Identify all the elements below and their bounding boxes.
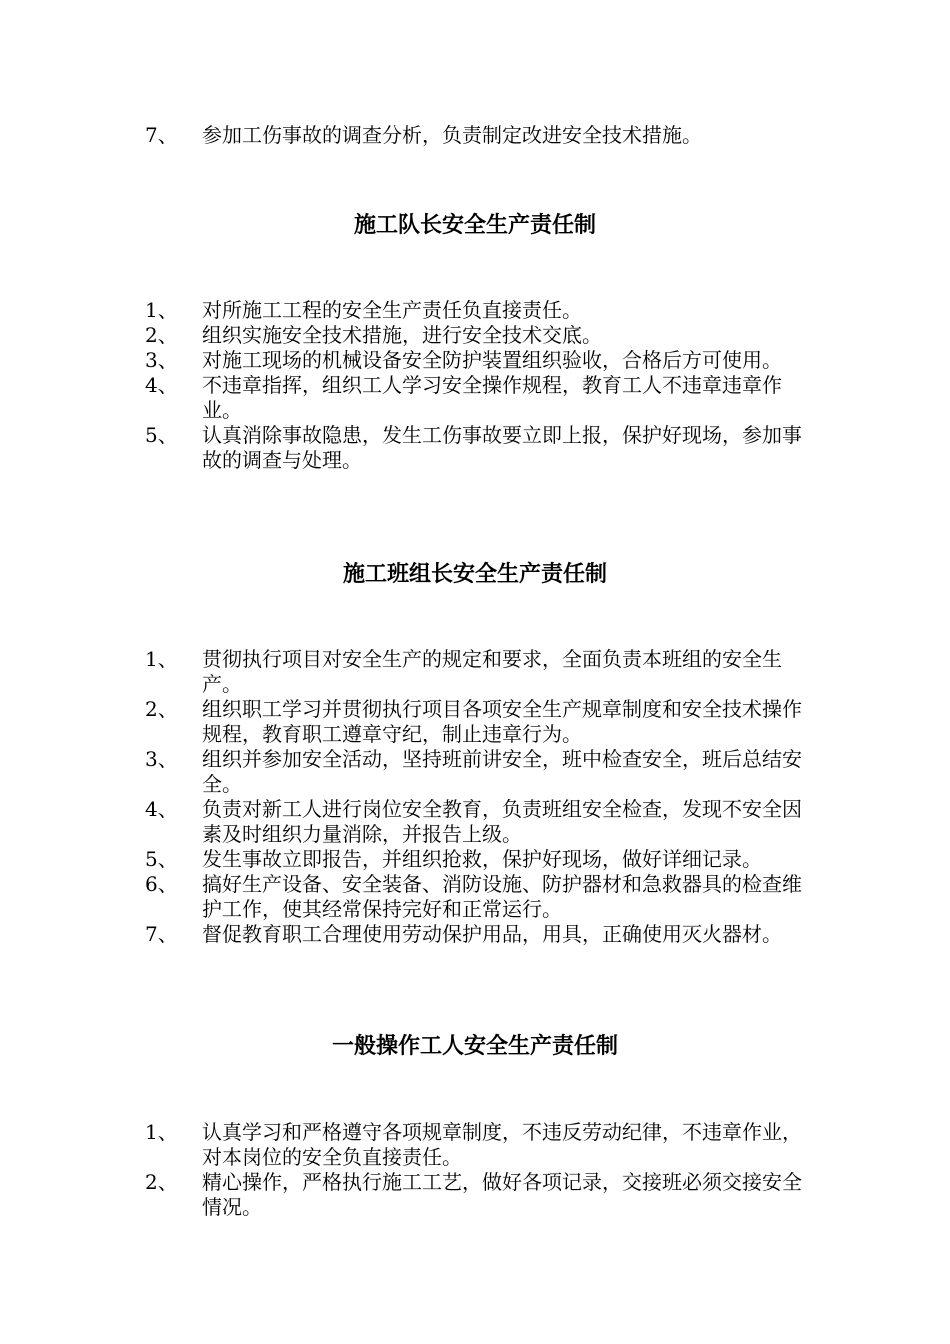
item-text: 贯彻执行项目对安全生产的规定和要求，全面负责本班组的安全生产。 [202, 647, 782, 696]
list-item [0, 348, 810, 373]
list-item [0, 697, 810, 747]
item-number: 5、 [145, 423, 178, 447]
list-item [0, 922, 810, 947]
list-item [0, 298, 810, 323]
item-text: 督促教育职工合理使用劳动保护用品，用具，正确使用灭火器材。 [202, 922, 782, 946]
list-item [0, 423, 810, 473]
item-text: 组织并参加安全活动，坚持班前讲安全，班中检查安全，班后总结安全。 [202, 747, 802, 796]
item-number: 1、 [145, 298, 178, 322]
item-text: 负责对新工人进行岗位安全教育，负责班组安全检查，发现不安全因素及时组织力量消除，并报告上级。 [202, 797, 802, 846]
list-item [0, 747, 810, 797]
item-text: 搞好生产设备、安全装备、消防设施、防护器材和急救器具的检查维护工作，使其经常保持完好和正常运行。 [202, 872, 802, 921]
section-title: 施工队长安全生产责任制 [353, 212, 596, 238]
item-number: 7、 [145, 123, 178, 147]
list-item [0, 872, 810, 922]
list-item [0, 1120, 810, 1170]
section-title: 施工班组长安全生产责任制 [342, 561, 607, 587]
list-item [0, 797, 810, 847]
item-number: 6、 [145, 872, 178, 896]
item-text: 发生事故立即报告，并组织抢救，保护好现场，做好详细记录。 [202, 847, 762, 871]
item-text: 认真学习和严格遵守各项规章制度，不违反劳动纪律，不违章作业，对本岗位的安全负直接责任。 [202, 1120, 802, 1169]
list-item [0, 647, 810, 697]
item-text: 对施工现场的机械设备安全防护装置组织验收，合格后方可使用。 [202, 348, 782, 372]
section-title: 一般操作工人安全生产责任制 [331, 1033, 618, 1059]
item-number: 1、 [145, 647, 178, 671]
item-number: 7、 [145, 922, 178, 946]
section-list [0, 647, 950, 947]
item-text: 组织职工学习并贯彻执行项目各项安全生产规章制度和安全技术操作规程，教育职工遵章守纪，制止违章行为。 [202, 697, 802, 746]
item-text: 参加工伤事故的调查分析，负责制定改进安全技术措施。 [202, 123, 702, 147]
item-text: 精心操作，严格执行施工工艺，做好各项记录，交接班必须交接安全情况。 [202, 1170, 802, 1219]
list-item [0, 1170, 810, 1220]
item-number: 3、 [145, 747, 178, 771]
item-number: 4、 [145, 373, 178, 397]
item-number: 2、 [145, 697, 178, 721]
item-number: 1、 [145, 1120, 178, 1144]
section-list [0, 298, 950, 473]
item-number: 2、 [145, 323, 178, 347]
list-item [0, 847, 810, 872]
item-number: 3、 [145, 348, 178, 372]
item-number: 4、 [145, 797, 178, 821]
item-text: 组织实施安全技术措施，进行安全技术交底。 [202, 323, 602, 347]
section-list [0, 1120, 950, 1220]
list-item [0, 323, 810, 348]
list-item [0, 123, 810, 148]
item-number: 2、 [145, 1170, 178, 1194]
item-text: 认真消除事故隐患，发生工伤事故要立即上报，保护好现场，参加事故的调查与处理。 [202, 423, 802, 472]
intro-list [0, 123, 950, 148]
list-item [0, 373, 810, 423]
item-text: 不违章指挥，组织工人学习安全操作规程，教育工人不违章违章作业。 [202, 373, 782, 422]
item-number: 5、 [145, 847, 178, 871]
item-text: 对所施工工程的安全生产责任负直接责任。 [202, 298, 582, 322]
